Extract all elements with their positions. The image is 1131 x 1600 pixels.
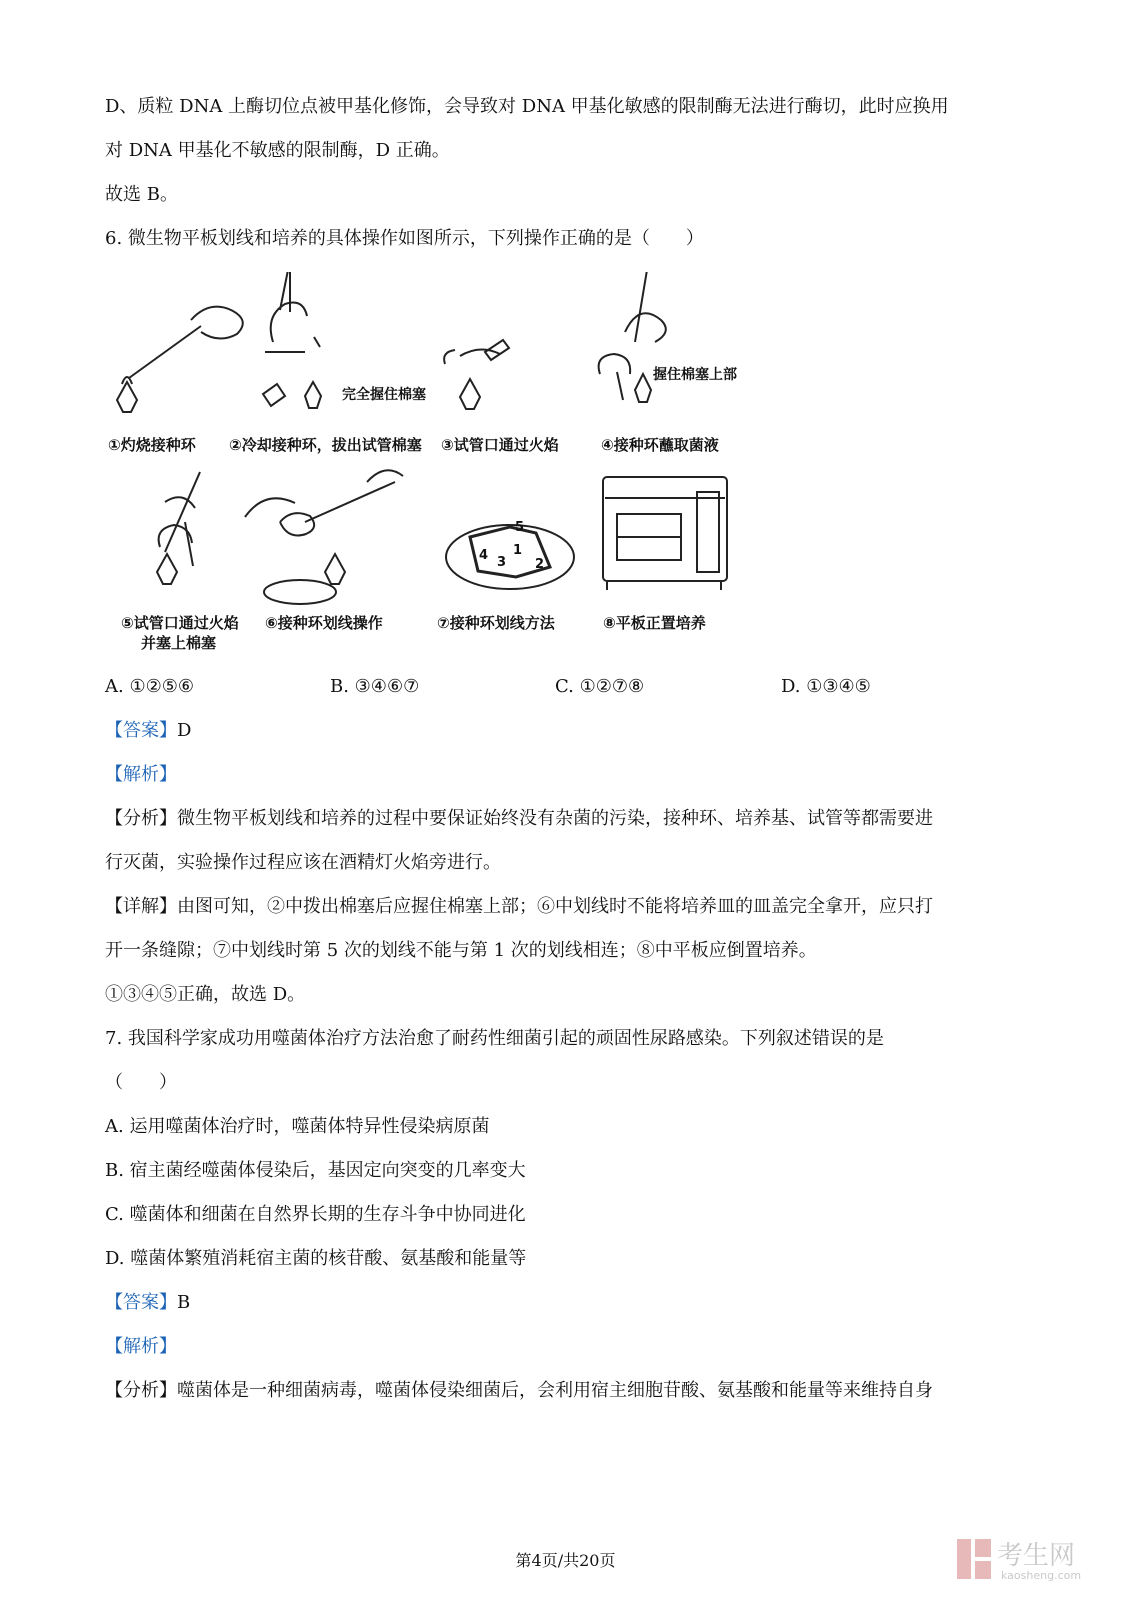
q6-figure <box>105 272 765 662</box>
watermark-url: kaosheng.com <box>1001 1569 1082 1582</box>
q6-stem: 6. 微生物平板划线和培养的具体操作如图所示，下列操作正确的是（ ） <box>105 228 704 249</box>
watermark-logo <box>955 1535 1105 1585</box>
answer-tag: 【答案】 <box>105 1292 177 1313</box>
text-line-1: D、质粒 DNA 上酶切位点被甲基化修饰，会导致对 DNA 甲基化敏感的限制酶无法进行酶切，此时应换用 <box>105 96 949 117</box>
watermark-brand: 考生网 <box>997 1541 1076 1571</box>
caption-7: ⑦接种环划线方法 <box>437 614 555 632</box>
q7-analysis <box>105 1334 177 1360</box>
note-hold-top: 握住棉塞上部 <box>653 367 737 383</box>
plate-num-3: 3 <box>497 555 507 570</box>
caption-8: ⑧平板正置培养 <box>603 614 706 632</box>
q6-option-c: C. ①②⑦⑧ <box>555 676 645 697</box>
fenxi-tag: 【分析】 <box>105 808 177 829</box>
plate-num-5: 5 <box>515 520 525 535</box>
q7-option-a: A. 运用噬菌体治疗时，噬菌体特异性侵染病原菌 <box>105 1116 490 1137</box>
watermark-icon <box>955 1537 993 1581</box>
lab-operations-illustration <box>105 272 765 662</box>
answer-value: D <box>177 720 192 741</box>
fenxi-tag: 【分析】 <box>105 1380 177 1401</box>
page-footer: 第4页/共20页 <box>515 1551 616 1570</box>
xiangjie-text-1: 由图可知，②中拨出棉塞后应握住棉塞上部；⑥中划线时不能将培养皿的皿盖完全拿开，应只打 <box>177 896 933 917</box>
analysis-tag: 【解析】 <box>105 1336 177 1357</box>
plate-num-1: 1 <box>513 543 523 558</box>
xiangjie-tag: 【详解】 <box>105 896 177 917</box>
q6-xiangjie-2: 开一条缝隙；⑦中划线时第 5 次的划线不能与第 1 次的划线相连；⑧中平板应倒置培养。 <box>105 940 817 961</box>
q6-option-d: D. ①③④⑤ <box>781 676 871 697</box>
fenxi-text-1: 噬菌体是一种细菌病毒，噬菌体侵染细菌后，会利用宿主细胞苷酸、氨基酸和能量等来维持自身 <box>177 1380 933 1401</box>
plate-num-4: 4 <box>479 548 489 563</box>
q7-option-c: C. 噬菌体和细菌在自然界长期的生存斗争中协同进化 <box>105 1204 526 1225</box>
answer-value: B <box>177 1292 191 1313</box>
q6-xiangjie-1 <box>105 894 933 920</box>
q6-fenxi-1 <box>105 806 933 832</box>
caption-4: ④接种环蘸取菌液 <box>601 436 719 454</box>
note-hold-full: 完全握住棉塞 <box>342 387 426 403</box>
caption-2: ②冷却接种环，拔出试管棉塞 <box>229 436 422 454</box>
caption-5a: ⑤试管口通过火焰 <box>121 614 239 632</box>
plate-num-2: 2 <box>535 557 545 572</box>
caption-5b: 并塞上棉塞 <box>141 634 217 652</box>
q7-answer <box>105 1290 190 1316</box>
q7-paren: （ ） <box>105 1072 177 1093</box>
text-line-3: 故选 B。 <box>105 184 178 205</box>
q6-option-b: B. ③④⑥⑦ <box>330 676 420 697</box>
text-line-2: 对 DNA 甲基化不敏感的限制酶，D 正确。 <box>105 140 450 161</box>
q7-option-b: B. 宿主菌经噬菌体侵染后，基因定向突变的几率变大 <box>105 1160 526 1181</box>
q6-analysis <box>105 762 177 788</box>
caption-1: ①灼烧接种环 <box>108 436 196 454</box>
answer-tag: 【答案】 <box>105 720 177 741</box>
fenxi-text-1: 微生物平板划线和培养的过程中要保证始终没有杂菌的污染，接种环、培养基、试管等都需要进 <box>177 808 933 829</box>
q6-option-a: A. ①②⑤⑥ <box>105 676 194 697</box>
q7-fenxi-1 <box>105 1378 933 1404</box>
q7-stem: 7. 我国科学家成功用噬菌体治疗方法治愈了耐药性细菌引起的顽固性尿路感染。下列叙述错误的是 <box>105 1028 884 1049</box>
caption-3: ③试管口通过火焰 <box>441 436 559 454</box>
q6-answer <box>105 718 191 744</box>
caption-6: ⑥接种环划线操作 <box>265 614 383 632</box>
q7-option-d: D. 噬菌体繁殖消耗宿主菌的核苷酸、氨基酸和能量等 <box>105 1248 527 1269</box>
q6-conclusion: ①③④⑤正确，故选 D。 <box>105 984 306 1005</box>
q6-fenxi-2: 行灭菌，实验操作过程应该在酒精灯火焰旁进行。 <box>105 852 501 873</box>
analysis-tag: 【解析】 <box>105 764 177 785</box>
